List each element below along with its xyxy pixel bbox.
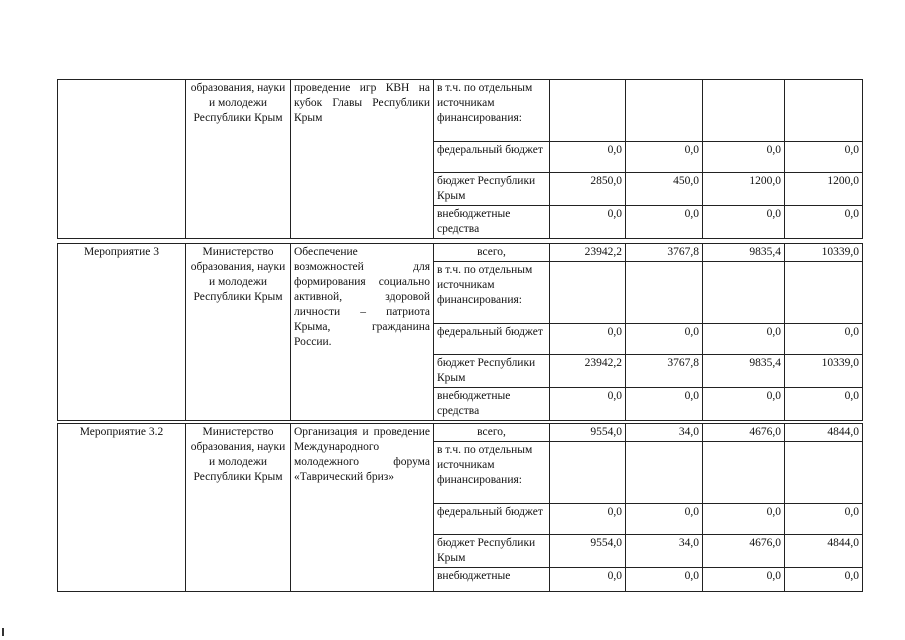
- source-cell: федеральный бюджет: [434, 324, 550, 355]
- value-cell: 4844,0: [785, 424, 863, 442]
- value-cell: 0,0: [785, 324, 863, 355]
- source-cell: внебюджетные: [434, 568, 550, 592]
- value-cell: 23942,2: [550, 244, 626, 262]
- value-cell: 3767,8: [626, 244, 703, 262]
- event-cell: Мероприятие 3.2: [58, 424, 186, 592]
- value-cell: [550, 80, 626, 142]
- table-row: [58, 424, 863, 442]
- event-cell: Мероприятие 3: [58, 244, 186, 421]
- value-cell: 10339,0: [785, 244, 863, 262]
- source-cell: в т.ч. по отдельным источникам финансирования:: [434, 262, 550, 324]
- value-cell: 0,0: [703, 568, 785, 592]
- financing-table-event-3-2: [57, 423, 863, 592]
- source-cell: в т.ч. по отдельным источникам финансирования:: [434, 80, 550, 142]
- table-row: [58, 80, 863, 142]
- value-cell: 9835,4: [703, 355, 785, 388]
- source-cell: в т.ч. по отдельным источникам финансирования:: [434, 442, 550, 504]
- scan-mark: [2, 628, 4, 636]
- value-cell: 0,0: [785, 568, 863, 592]
- value-cell: [550, 442, 626, 504]
- value-cell: 4844,0: [785, 535, 863, 568]
- value-cell: 10339,0: [785, 355, 863, 388]
- value-cell: 9835,4: [703, 244, 785, 262]
- source-cell: бюджет Республики Крым: [434, 535, 550, 568]
- value-cell: 0,0: [703, 206, 785, 239]
- value-cell: 0,0: [626, 568, 703, 592]
- value-cell: 4676,0: [703, 424, 785, 442]
- executor-cell: Министерство образования, науки и молодежи Республики Крым: [186, 424, 291, 592]
- value-cell: [550, 262, 626, 324]
- value-cell: [703, 262, 785, 324]
- executor-cell: Министерство образования, науки и молодежи Республики Крым: [186, 244, 291, 421]
- value-cell: 0,0: [550, 388, 626, 421]
- value-cell: 2850,0: [550, 173, 626, 206]
- value-cell: 9554,0: [550, 424, 626, 442]
- value-cell: 0,0: [626, 206, 703, 239]
- value-cell: 0,0: [626, 142, 703, 173]
- source-cell: федеральный бюджет: [434, 504, 550, 535]
- value-cell: 0,0: [785, 504, 863, 535]
- value-cell: 450,0: [626, 173, 703, 206]
- source-cell: федеральный бюджет: [434, 142, 550, 173]
- value-cell: 0,0: [550, 324, 626, 355]
- value-cell: 0,0: [626, 324, 703, 355]
- value-cell: [785, 80, 863, 142]
- event-cell: [58, 80, 186, 239]
- value-cell: [626, 262, 703, 324]
- source-cell: бюджет Республики Крым: [434, 173, 550, 206]
- source-cell: всего,: [434, 244, 550, 262]
- value-cell: 0,0: [703, 388, 785, 421]
- value-cell: 0,0: [703, 504, 785, 535]
- value-cell: 1200,0: [703, 173, 785, 206]
- value-cell: [626, 442, 703, 504]
- value-cell: 0,0: [785, 142, 863, 173]
- value-cell: 1200,0: [785, 173, 863, 206]
- value-cell: 34,0: [626, 424, 703, 442]
- event-name-cell: Организация и проведение Международного молодежного форума «Таврический бриз»: [291, 424, 434, 592]
- value-cell: [703, 442, 785, 504]
- financing-table-kvn: [57, 79, 863, 239]
- value-cell: 0,0: [550, 142, 626, 173]
- value-cell: 0,0: [785, 388, 863, 421]
- value-cell: 0,0: [550, 206, 626, 239]
- value-cell: 0,0: [626, 504, 703, 535]
- value-cell: 0,0: [626, 388, 703, 421]
- executor-cell: образования, науки и молодежи Республики Крым: [186, 80, 291, 239]
- financing-table-event-3: [57, 243, 863, 421]
- value-cell: 0,0: [703, 142, 785, 173]
- source-cell: всего,: [434, 424, 550, 442]
- value-cell: [703, 80, 785, 142]
- value-cell: 0,0: [785, 206, 863, 239]
- value-cell: 0,0: [550, 568, 626, 592]
- source-cell: бюджет Республики Крым: [434, 355, 550, 388]
- event-name-cell: проведение игр КВН на кубок Главы Республики Крым: [291, 80, 434, 239]
- value-cell: 4676,0: [703, 535, 785, 568]
- event-name-cell: Обеспечение возможностей для формирования социально активной, здоровой личности – патриота Крыма, гражданина России.: [291, 244, 434, 421]
- value-cell: [626, 80, 703, 142]
- value-cell: 34,0: [626, 535, 703, 568]
- value-cell: 0,0: [703, 324, 785, 355]
- value-cell: 9554,0: [550, 535, 626, 568]
- value-cell: 0,0: [550, 504, 626, 535]
- value-cell: [785, 442, 863, 504]
- value-cell: 3767,8: [626, 355, 703, 388]
- value-cell: [785, 262, 863, 324]
- table-row: [58, 244, 863, 262]
- source-cell: внебюджетные средства: [434, 206, 550, 239]
- source-cell: внебюджетные средства: [434, 388, 550, 421]
- value-cell: 23942,2: [550, 355, 626, 388]
